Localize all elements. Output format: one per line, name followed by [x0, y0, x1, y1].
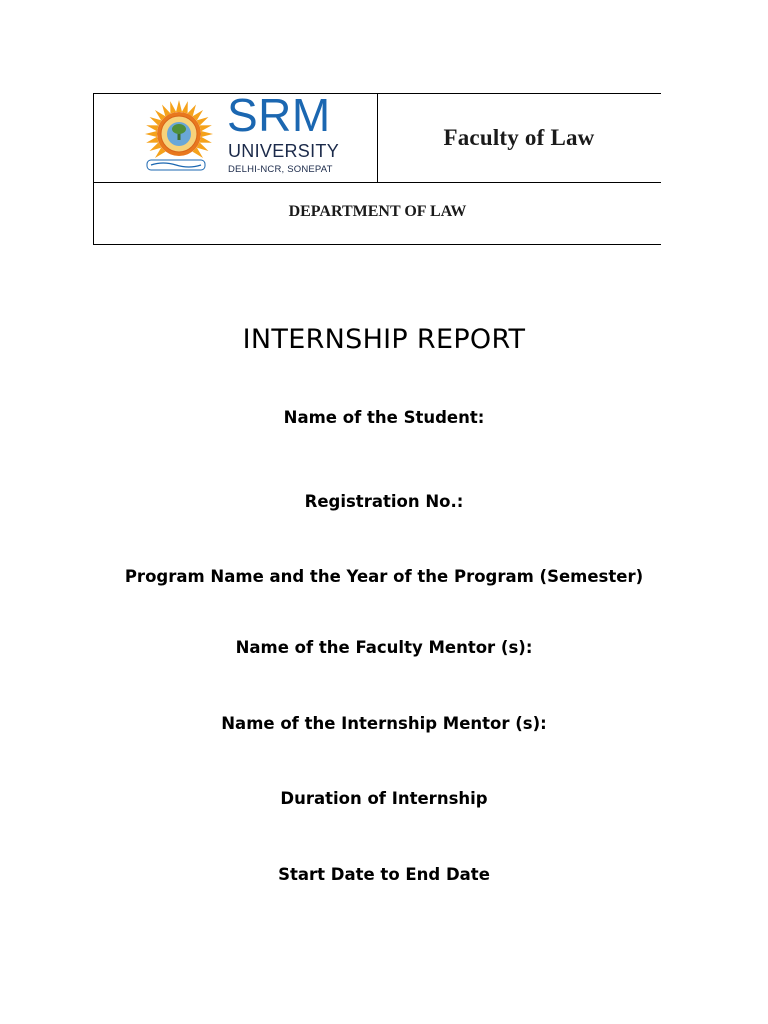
field-student-name: Name of the Student:	[283, 408, 485, 427]
logo-cell	[94, 89, 378, 182]
department-row	[94, 183, 661, 244]
department-title: DEPARTMENT OF LAW	[288, 202, 467, 220]
logo-university-text: UNIVERSITY	[228, 141, 340, 161]
field-registration-no: Registration No.:	[304, 492, 464, 511]
field-faculty-mentor: Name of the Faculty Mentor (s):	[235, 638, 533, 657]
field-program-name: Program Name and the Year of the Program (Semester)	[124, 567, 644, 586]
report-title: INTERNSHIP REPORT	[242, 324, 526, 355]
faculty-title: Faculty of Law	[443, 125, 595, 150]
faculty-cell	[378, 94, 662, 182]
header-top-row	[94, 89, 661, 183]
field-internship-mentor: Name of the Internship Mentor (s):	[221, 714, 547, 733]
header-table	[93, 89, 661, 245]
field-start-end-date: Start Date to End Date	[278, 865, 490, 884]
logo-location-text: DELHI-NCR, SONEPAT	[228, 164, 333, 175]
logo-brand-text: SRM	[227, 89, 331, 141]
srm-emblem-icon	[143, 98, 219, 178]
field-duration: Duration of Internship	[280, 789, 488, 808]
